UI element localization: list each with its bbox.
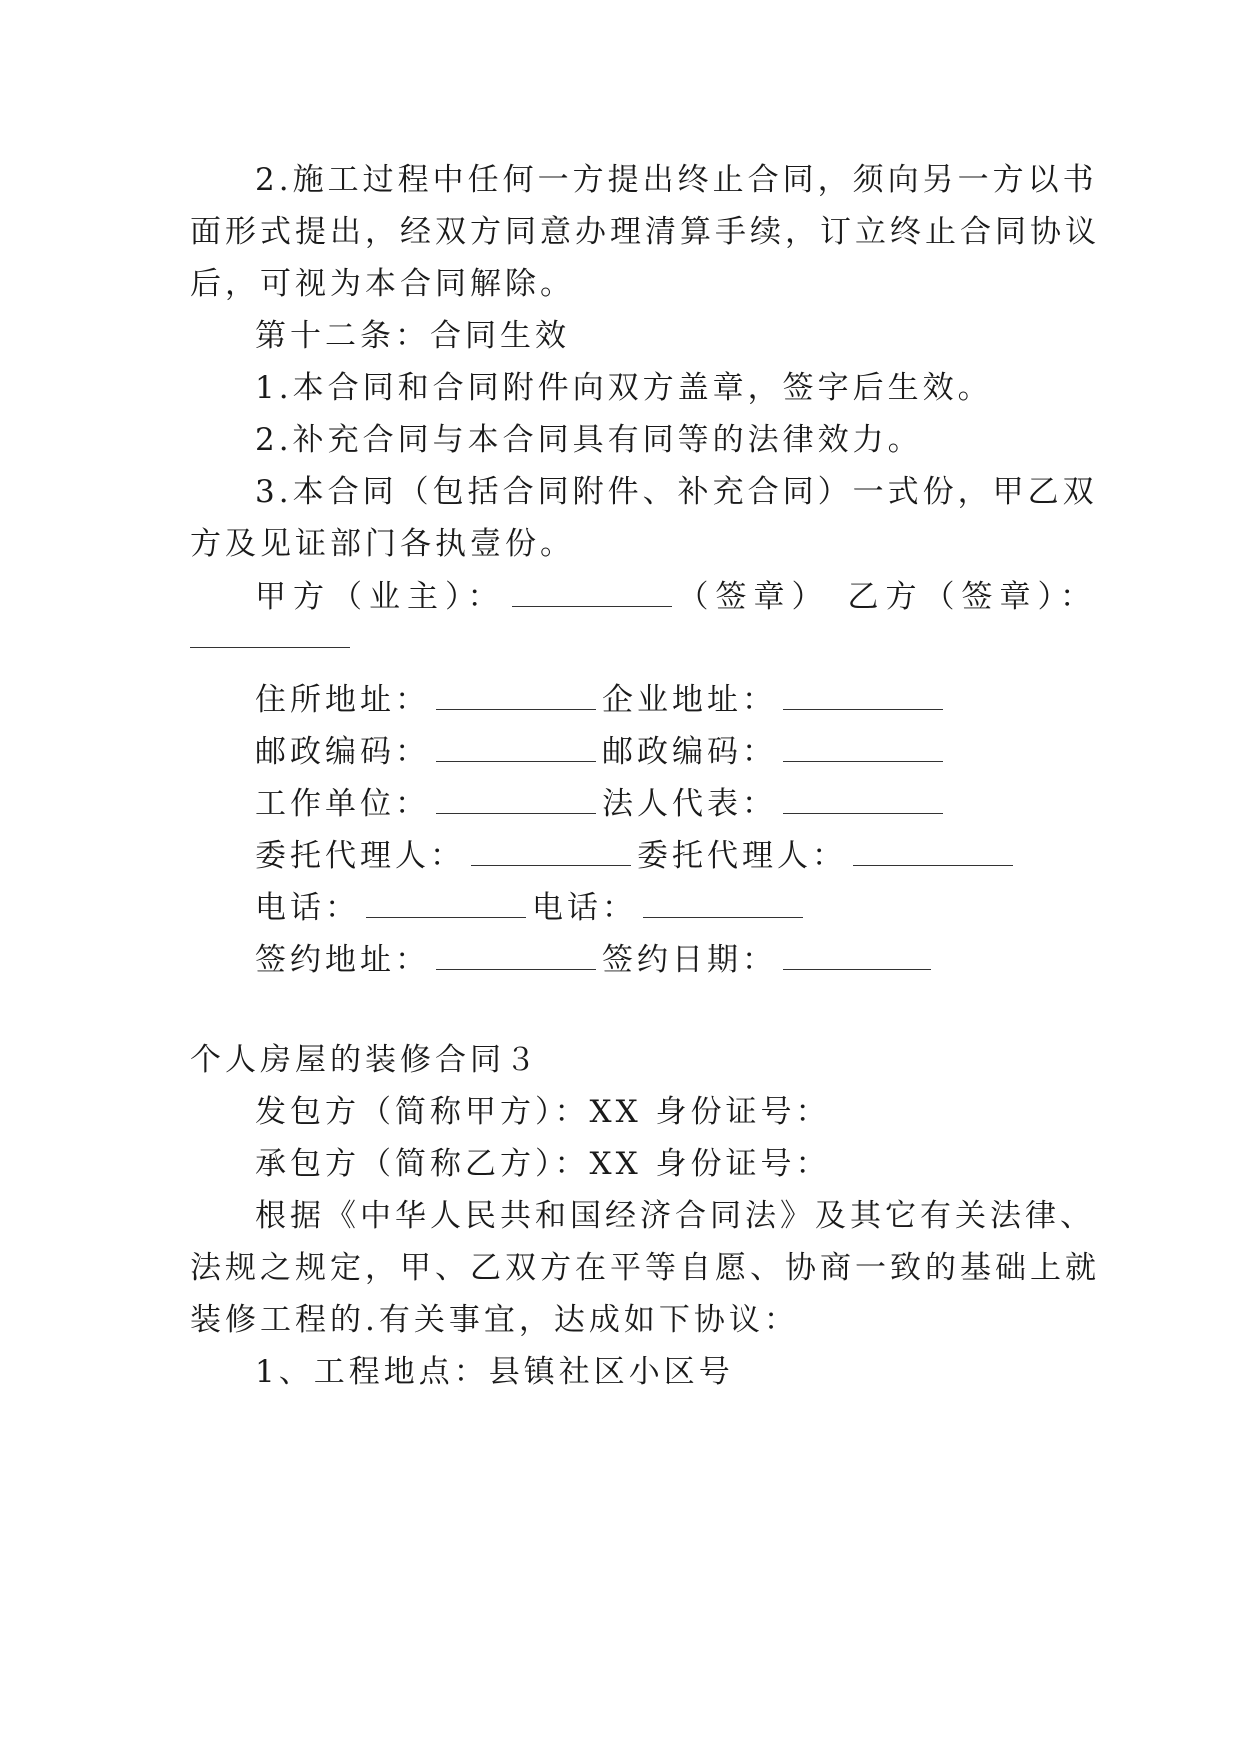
sign-place-row (255, 940, 937, 980)
legal-rep-label: 法人代表： (602, 786, 777, 822)
legal-rep-blank (783, 787, 943, 814)
phone-b-blank (643, 891, 803, 918)
work-unit-blank (436, 787, 596, 814)
article12-heading: 第十二条：合同生效 (255, 318, 570, 354)
residence-blank (436, 683, 596, 710)
phone-b-label: 电话： (532, 890, 637, 926)
agent-b-blank (853, 839, 1013, 866)
company-address-blank (783, 683, 943, 710)
contract3-item1: 1、工程地点：县镇社区小区号 (255, 1354, 734, 1390)
residence-label: 住所地址： (255, 682, 430, 718)
party-b-blank (190, 621, 350, 648)
party-a-blank (512, 580, 672, 607)
article12-item1: 1.本合同和合同附件向双方盖章，签字后生效。 (255, 370, 993, 406)
phone-a-blank (366, 891, 526, 918)
contract3-preamble-line3: 装修工程的.有关事宜，达成如下协议： (190, 1302, 799, 1338)
signature-party-line (255, 577, 1098, 617)
postal-b-blank (783, 735, 943, 762)
postal-row (255, 732, 949, 772)
sign-place-blank (436, 943, 596, 970)
clause-item2-line2: 面形式提出，经双方同意办理清算手续，订立终止合同协议 (190, 214, 1100, 250)
postal-a-blank (436, 735, 596, 762)
address-row (255, 680, 949, 720)
company-address-label: 企业地址： (602, 682, 777, 718)
contract3-preamble-line1: 根据《中华人民共和国经济合同法》及其它有关法律、 (255, 1198, 1095, 1234)
clause-item2-line3: 后，可视为本合同解除。 (190, 266, 575, 302)
postal-a-label: 邮政编码： (255, 734, 430, 770)
agent-row (255, 836, 1019, 876)
article12-item3-line1: 3.本合同（包括合同附件、补充合同）一式份，甲乙双 (255, 474, 1098, 510)
party-b-blank-line (190, 618, 356, 658)
work-unit-row (255, 784, 949, 824)
phone-row (255, 888, 809, 928)
contract3-preamble-line2: 法规之规定，甲、乙双方在平等自愿、协商一致的基础上就 (190, 1250, 1100, 1286)
contract3-contractor: 承包方（简称乙方）：XX 身份证号： (255, 1146, 831, 1182)
sign-place-label: 签约地址： (255, 942, 430, 978)
phone-a-label: 电话： (255, 890, 360, 926)
agent-a-blank (471, 839, 631, 866)
agent-b-label: 委托代理人： (637, 838, 847, 874)
article12-item2: 2.补充合同与本合同具有同等的法律效力。 (255, 422, 923, 458)
contract3-employer: 发包方（简称甲方）：XX 身份证号： (255, 1094, 831, 1130)
party-b-label: 乙方（签章）： (847, 579, 1098, 615)
sign-date-label: 签约日期： (602, 942, 777, 978)
clause-item2-line1: 2.施工过程中任何一方提出终止合同，须向另一方以书 (255, 162, 1098, 198)
contract3-title: 个人房屋的装修合同３ (190, 1042, 540, 1078)
party-a-seal: （签章） (677, 579, 830, 615)
work-unit-label: 工作单位： (255, 786, 430, 822)
agent-a-label: 委托代理人： (255, 838, 465, 874)
sign-date-blank (783, 943, 931, 970)
article12-item3-line2: 方及见证部门各执壹份。 (190, 526, 575, 562)
party-a-label: 甲方（业主）： (255, 579, 506, 615)
postal-b-label: 邮政编码： (602, 734, 777, 770)
